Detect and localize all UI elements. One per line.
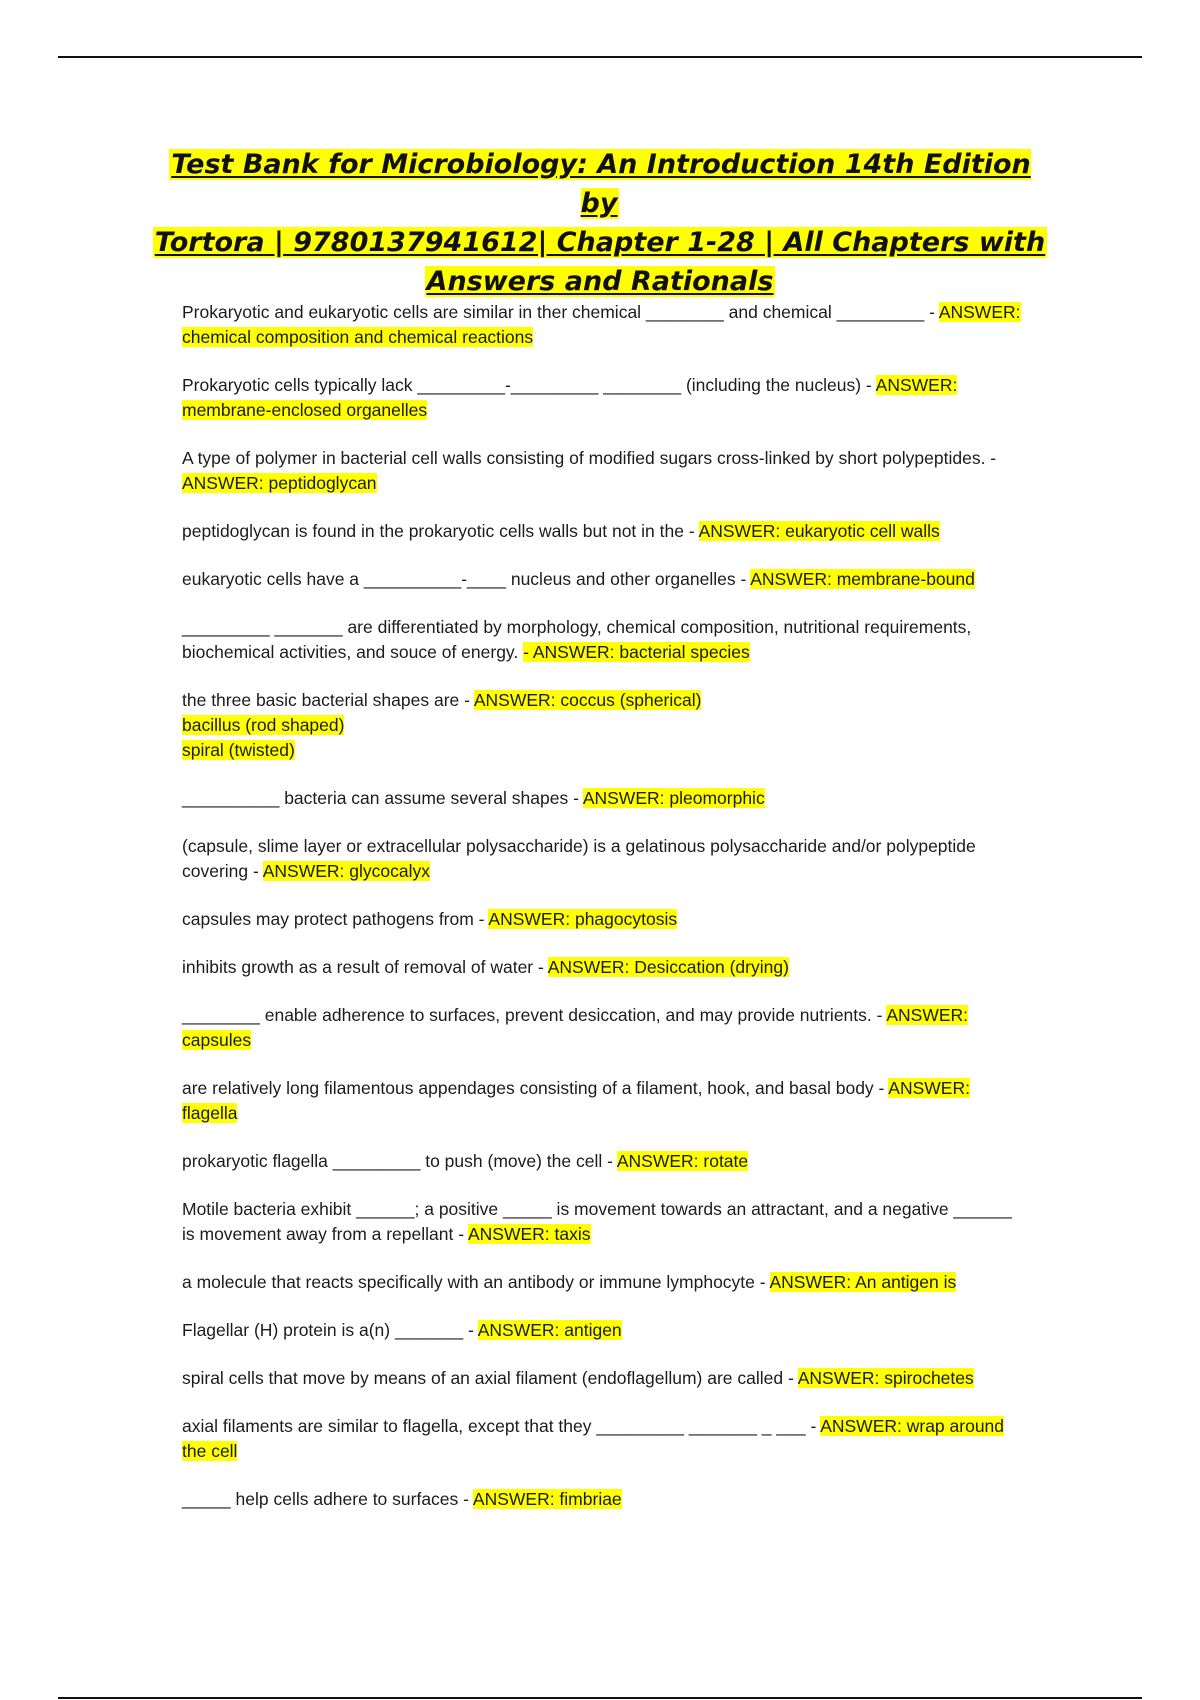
question-text: __________ bacteria can assume several shapes - (182, 788, 579, 808)
question-item (182, 1197, 1022, 1247)
answer-text: ANSWER: Desiccation (drying) (547, 957, 789, 977)
question-text: are relatively long filamentous appendages consisting of a filament, hook, and basal body - (182, 1078, 885, 1098)
bottom-rule (58, 1697, 1142, 1699)
question-list (182, 300, 1022, 1535)
top-rule (58, 56, 1142, 58)
answer-text: ANSWER: coccus (spherical) (473, 690, 702, 710)
question-text: Prokaryotic cells typically lack _________-_________ ________ (including the nucleus) - (182, 375, 872, 395)
answer-text: ANSWER: wrap around the cell (182, 1416, 1005, 1461)
question-item (182, 1366, 1022, 1391)
question-item (182, 1487, 1022, 1512)
question-text: (capsule, slime layer or extracellular polysaccharide) is a gelatinous polysaccharide and/or polypeptide covering - (182, 836, 976, 881)
title-line: Test Bank for Microbiology: An Introduction 14th Edition by (171, 149, 1031, 219)
question-item (182, 567, 1022, 592)
answer-text: - ANSWER: bacterial species (523, 642, 750, 662)
answer-text: ANSWER: flagella (182, 1078, 970, 1123)
question-item (182, 955, 1022, 980)
title-line: Answers and Rationals (426, 266, 774, 297)
question-text: Flagellar (H) protein is a(n) _______ - (182, 1320, 474, 1340)
answer-text: ANSWER: rotate (616, 1151, 749, 1171)
question-text: A type of polymer in bacterial cell walls consisting of modified sugars cross-linked by short polypeptides. - (182, 448, 997, 468)
question-item (182, 1270, 1022, 1295)
question-text: _________ _______ are differentiated by morphology, chemical composition, nutritional requirements, biochemical activities, and souce of energy. (182, 617, 972, 662)
title-line: Tortora | 9780137941612| Chapter 1-28 | All Chapters with (154, 227, 1046, 258)
answer-text: ANSWER: chemical composition and chemical reactions (182, 302, 1021, 347)
answer-text: ANSWER: antigen (477, 1320, 622, 1340)
question-item (182, 1318, 1022, 1343)
question-item (182, 373, 1022, 423)
question-text: ________ enable adherence to surfaces, prevent desiccation, and may provide nutrients. - (182, 1005, 883, 1025)
question-text: _____ help cells adhere to surfaces - (182, 1489, 469, 1509)
question-text: capsules may protect pathogens from - (182, 909, 485, 929)
question-item (182, 1076, 1022, 1126)
question-text: inhibits growth as a result of removal of water - (182, 957, 544, 977)
question-item (182, 615, 1022, 665)
answer-text: ANSWER: An antigen is (769, 1272, 957, 1292)
question-text: Prokaryotic and eukaryotic cells are similar in ther chemical ________ and chemical _________ - (182, 302, 935, 322)
answer-text: ANSWER: pleomorphic (582, 788, 765, 808)
answer-text: ANSWER: membrane-bound (750, 569, 975, 589)
question-item (182, 300, 1022, 350)
question-item (182, 1003, 1022, 1053)
answer-continuation: bacillus (rod shaped) (182, 715, 345, 735)
document-title (150, 145, 1050, 301)
answer-text: ANSWER: spirochetes (797, 1368, 974, 1388)
question-text: peptidoglycan is found in the prokaryotic cells walls but not in the - (182, 521, 695, 541)
question-item (182, 688, 1022, 763)
question-item (182, 1149, 1022, 1174)
answer-text: ANSWER: fimbriae (472, 1489, 622, 1509)
question-item (182, 1414, 1022, 1464)
answer-text: ANSWER: peptidoglycan (182, 473, 377, 493)
answer-text: ANSWER: taxis (467, 1224, 591, 1244)
question-text: the three basic bacterial shapes are - (182, 690, 470, 710)
question-text: axial filaments are similar to flagella, except that they _________ _______ _ ___ - (182, 1416, 817, 1436)
question-item (182, 519, 1022, 544)
answer-text: ANSWER: membrane-enclosed organelles (182, 375, 958, 420)
question-item (182, 446, 1022, 496)
question-text: eukaryotic cells have a __________-____ nucleus and other organelles - (182, 569, 747, 589)
answer-text: ANSWER: glycocalyx (262, 861, 431, 881)
question-item (182, 907, 1022, 932)
question-item (182, 834, 1022, 884)
question-text: Motile bacteria exhibit ______; a positive _____ is movement towards an attractant, and a negative ______ is movement away from a repellant - (182, 1199, 1012, 1244)
question-text: a molecule that reacts specifically with an antibody or immune lymphocyte - (182, 1272, 766, 1292)
question-item (182, 786, 1022, 811)
question-text: spiral cells that move by means of an axial filament (endoflagellum) are called - (182, 1368, 794, 1388)
answer-continuation: spiral (twisted) (182, 740, 295, 760)
answer-text: ANSWER: eukaryotic cell walls (698, 521, 940, 541)
answer-text: ANSWER: capsules (182, 1005, 969, 1050)
question-text: prokaryotic flagella _________ to push (move) the cell - (182, 1151, 613, 1171)
answer-text: ANSWER: phagocytosis (488, 909, 678, 929)
